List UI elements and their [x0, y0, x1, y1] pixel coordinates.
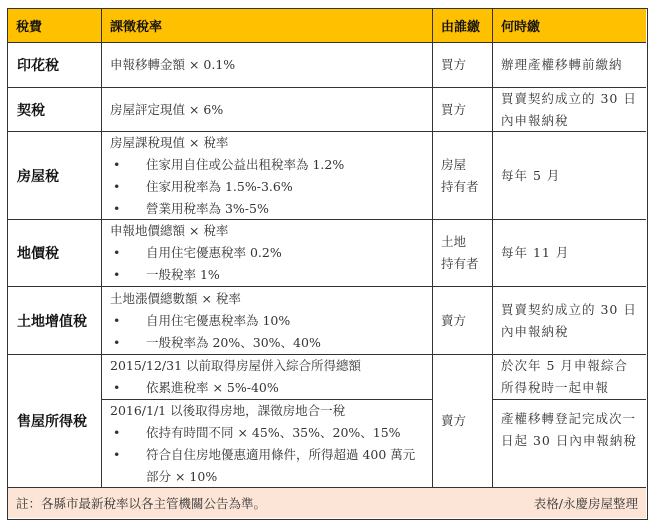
rate-cell: [102, 88, 433, 132]
payer-text: 土地: [441, 234, 467, 249]
bullet-item: [110, 198, 424, 220]
bullet-text: 一般稅率為 20%、30%、40%: [146, 334, 321, 350]
rate-text: 土地漲價總數額 × 稅率: [110, 290, 241, 306]
header-when: [493, 9, 646, 43]
payer-text: 房屋: [441, 156, 467, 172]
rate-cell: [102, 220, 433, 287]
header-payer: [433, 9, 493, 43]
bullet-text: 住家用稅率為 1.5%-3.6%: [146, 178, 293, 194]
rate-text: 2016/1/1 以後取得房地，課徵房地合一稅: [110, 402, 346, 418]
header-label: 由誰繳: [441, 20, 481, 35]
table-footer: [8, 488, 646, 518]
bullet-item: [110, 242, 424, 264]
payer-cell: [433, 43, 493, 88]
bullet-text: 一般稅率 1%: [146, 267, 220, 282]
when-cell: [493, 43, 646, 88]
tax-name: 地價稅: [17, 246, 59, 262]
bullet-item: [110, 154, 424, 176]
when-cell: [493, 88, 646, 132]
when-text: 買賣契約成立的 30 日內申報納稅: [501, 90, 637, 128]
bullet-text: 自用住宅優惠稅率 0.2%: [146, 245, 282, 260]
bullet-icon: •: [113, 380, 121, 395]
bullet-item: [110, 377, 424, 399]
tax-name: 土地增值稅: [17, 313, 87, 330]
table-row-stamp-tax: [8, 43, 102, 88]
when-cell-part2: [493, 400, 646, 488]
when-cell: [493, 132, 646, 220]
table-row-deed-tax: [8, 88, 102, 132]
bullet-text: 依持有時間不同 × 45%、35%、20%、15%: [146, 424, 401, 440]
header-label: 課徵稅率: [110, 20, 163, 35]
table-row-house-sale-income-tax: [8, 355, 102, 488]
when-text: 每年 11 月: [501, 245, 570, 260]
rate-text: 申報地價總額 × 稅率: [110, 223, 229, 238]
table-row-house-tax: [8, 132, 102, 220]
header-label: 稅費: [16, 20, 43, 35]
bullet-icon: •: [113, 156, 121, 172]
bullet-text: 住家用自住或公益出租稅率為 1.2%: [146, 156, 345, 172]
table-row-land-value-tax: [8, 220, 102, 287]
bullet-icon: •: [113, 267, 121, 282]
bullet-item: [110, 332, 424, 354]
bullet-icon: •: [113, 446, 121, 462]
tax-name: 房屋稅: [17, 168, 59, 185]
footer-source: 表格/永慶房屋整理: [533, 496, 638, 511]
bullet-item: [110, 310, 424, 332]
rate-cell-part1: [102, 355, 433, 400]
payer-text: 賣方: [441, 312, 467, 328]
payer-text: 賣方: [441, 413, 467, 428]
when-text: 每年 5 月: [501, 167, 561, 183]
rate-text: 房屋評定現值 × 6%: [110, 101, 224, 117]
when-text: 辦理產權移轉前繳納: [501, 57, 623, 72]
bullet-icon: •: [113, 178, 121, 194]
payer-cell: [433, 220, 493, 287]
when-text: 買賣契約成立的 30 日內申報納稅: [501, 301, 637, 339]
bullet-item: [110, 176, 424, 198]
when-cell-part1: [493, 355, 646, 400]
bullet-text: 依累進稅率 × 5%-40%: [146, 380, 279, 395]
when-text: 於次年 5 月申報綜合所得稅時一起申報: [501, 358, 628, 395]
when-cell: [493, 287, 646, 355]
bullet-item: [110, 422, 424, 444]
payer-cell: [433, 355, 493, 488]
bullet-item: [110, 264, 424, 286]
bullet-text: 符合自住房地優惠適用條件，所得超過 400 萬元部分 × 10%: [146, 446, 416, 484]
rate-cell: [102, 287, 433, 355]
bullet-icon: •: [113, 245, 121, 260]
bullet-icon: •: [113, 334, 121, 350]
bullet-text: 營業用稅率為 3%-5%: [146, 200, 269, 216]
rate-text: 2015/12/31 以前取得房屋併入綜合所得總額: [110, 358, 362, 373]
bullet-icon: •: [113, 424, 121, 440]
payer-text: 買方: [441, 101, 467, 117]
bullet-item: [110, 444, 424, 488]
rate-cell: [102, 43, 433, 88]
payer-cell: [433, 132, 493, 220]
tax-name: 售屋所得稅: [17, 414, 87, 430]
bullet-text: 自用住宅優惠稅率為 10%: [146, 312, 291, 328]
when-cell: [493, 220, 646, 287]
payer-text: 買方: [441, 57, 467, 72]
bullet-icon: •: [113, 200, 121, 216]
header-tax-type: [8, 9, 102, 43]
tax-table: [7, 8, 648, 520]
bullet-icon: •: [113, 312, 121, 328]
rate-text: 申報移轉金額 × 0.1%: [110, 57, 236, 72]
footer-note: 註：各縣市最新稅率以各主管機關公告為準。: [16, 496, 267, 511]
tax-name: 契稅: [17, 102, 45, 119]
rate-text: 房屋課稅現值 × 稅率: [110, 134, 229, 150]
header-label: 何時繳: [501, 20, 541, 35]
rate-cell-part2: [102, 400, 433, 488]
table-row-land-increment-tax: [8, 287, 102, 355]
header-rate: [102, 9, 433, 43]
payer-cell: [433, 88, 493, 132]
when-text: 產權移轉登記完成次一日起 30 日內申報納稅: [501, 411, 637, 448]
payer-text: 持有者: [441, 256, 479, 271]
payer-cell: [433, 287, 493, 355]
tax-name: 印花稅: [17, 58, 59, 74]
rate-cell: [102, 132, 433, 220]
payer-text: 持有者: [441, 178, 479, 194]
